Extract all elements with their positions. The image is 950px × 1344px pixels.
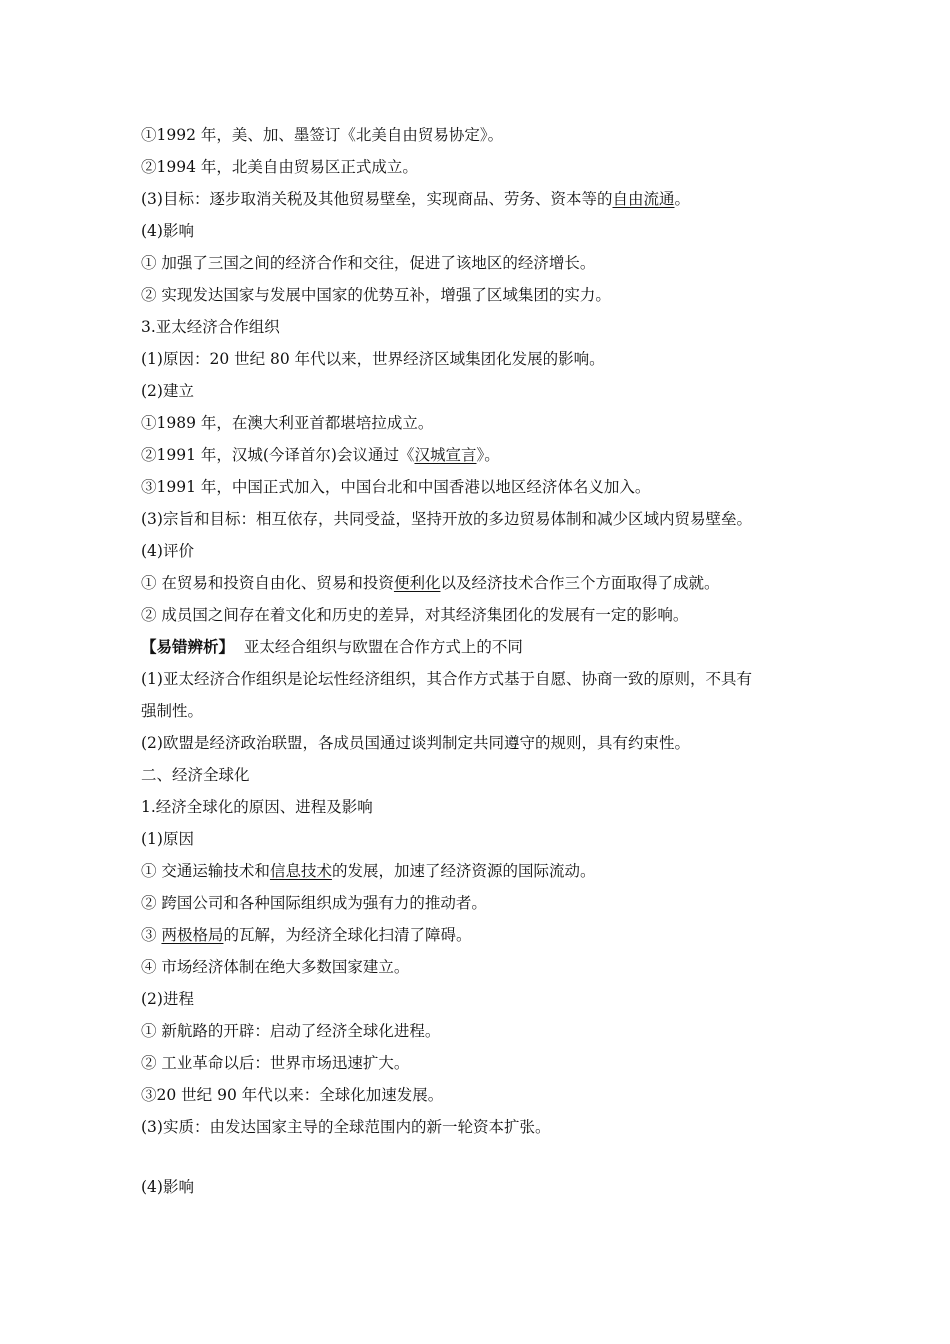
text-line: (2)欧盟是经济政治联盟，各成员国通过谈判制定共同遵守的规则，具有约束性。 <box>141 734 690 752</box>
text-line: (1)原因 <box>141 830 194 848</box>
text-line: ② 工业革命以后：世界市场迅速扩大。 <box>141 1054 410 1072</box>
error-analysis-heading: 【易错辨析】 亚太经合组织与欧盟在合作方式上的不同 <box>141 637 523 656</box>
text-line: (4)影响 <box>141 1178 194 1196</box>
text-line: ②1991 年，汉城(今译首尔)会议通过《汉城宣言》。 <box>141 446 500 464</box>
text-line: ① 新航路的开辟：启动了经济全球化进程。 <box>141 1022 441 1040</box>
text-line: (3)实质：由发达国家主导的全球范围内的新一轮资本扩张。 <box>141 1118 551 1136</box>
underlined-term: 信息技术 <box>269 862 332 880</box>
text-line: (2)建立 <box>141 382 194 400</box>
text-line: ①1989 年，在澳大利亚首都堪培拉成立。 <box>141 414 434 432</box>
text-line: (4)影响 <box>141 222 194 240</box>
text-line: ① 交通运输技术和信息技术的发展，加速了经济资源的国际流动。 <box>141 862 596 880</box>
text-line: ④ 市场经济体制在绝大多数国家建立。 <box>141 958 410 976</box>
text-line: ③1991 年，中国正式加入，中国台北和中国香港以地区经济体名义加入。 <box>141 478 651 496</box>
text-line: (3)宗旨和目标：相互依存，共同受益，坚持开放的多边贸易体制和减少区域内贸易壁垒。 <box>141 510 752 528</box>
underlined-term: 自由流通 <box>612 190 675 208</box>
text-line: ② 跨国公司和各种国际组织成为强有力的推动者。 <box>141 894 487 912</box>
error-analysis-label: 【易错辨析】 <box>141 637 235 656</box>
text-line: ③20 世纪 90 年代以来：全球化加速发展。 <box>141 1086 444 1104</box>
section-heading: 3.亚太经济合作组织 <box>141 318 280 336</box>
text-line: ③ 两极格局的瓦解，为经济全球化扫清了障碍。 <box>141 926 472 944</box>
text-line: 强制性。 <box>141 702 204 720</box>
text-line: ② 成员国之间存在着文化和历史的差异，对其经济集团化的发展有一定的影响。 <box>141 606 689 624</box>
text-line: (3)目标：逐步取消关税及其他贸易壁垒，实现商品、劳务、资本等的自由流通。 <box>141 190 690 208</box>
text-line: ① 在贸易和投资自由化、贸易和投资便利化以及经济技术合作三个方面取得了成就。 <box>141 574 720 592</box>
underlined-term: 两极格局 <box>161 926 224 944</box>
section-heading: 二、经济全球化 <box>141 766 250 784</box>
underlined-term: 汉城宣言 <box>414 446 477 464</box>
underlined-term: 便利化 <box>393 574 441 592</box>
text-line: (1)亚太经济合作组织是论坛性经济组织，其合作方式基于自愿、协商一致的原则，不具有 <box>141 670 752 688</box>
text-line: (2)进程 <box>141 990 194 1008</box>
text-line: (1)原因：20 世纪 80 年代以来，世界经济区域集团化发展的影响。 <box>141 350 605 368</box>
text-line: ①1992 年，美、加、墨签订《北美自由贸易协定》。 <box>141 126 504 144</box>
text-line: ②1994 年，北美自由贸易区正式成立。 <box>141 158 418 176</box>
text-line: ① 加强了三国之间的经济合作和交往，促进了该地区的经济增长。 <box>141 254 596 272</box>
section-heading: 1.经济全球化的原因、进程及影响 <box>141 798 373 816</box>
text-line: ② 实现发达国家与发展中国家的优势互补，增强了区域集团的实力。 <box>141 286 611 304</box>
text-line: (4)评价 <box>141 542 194 560</box>
